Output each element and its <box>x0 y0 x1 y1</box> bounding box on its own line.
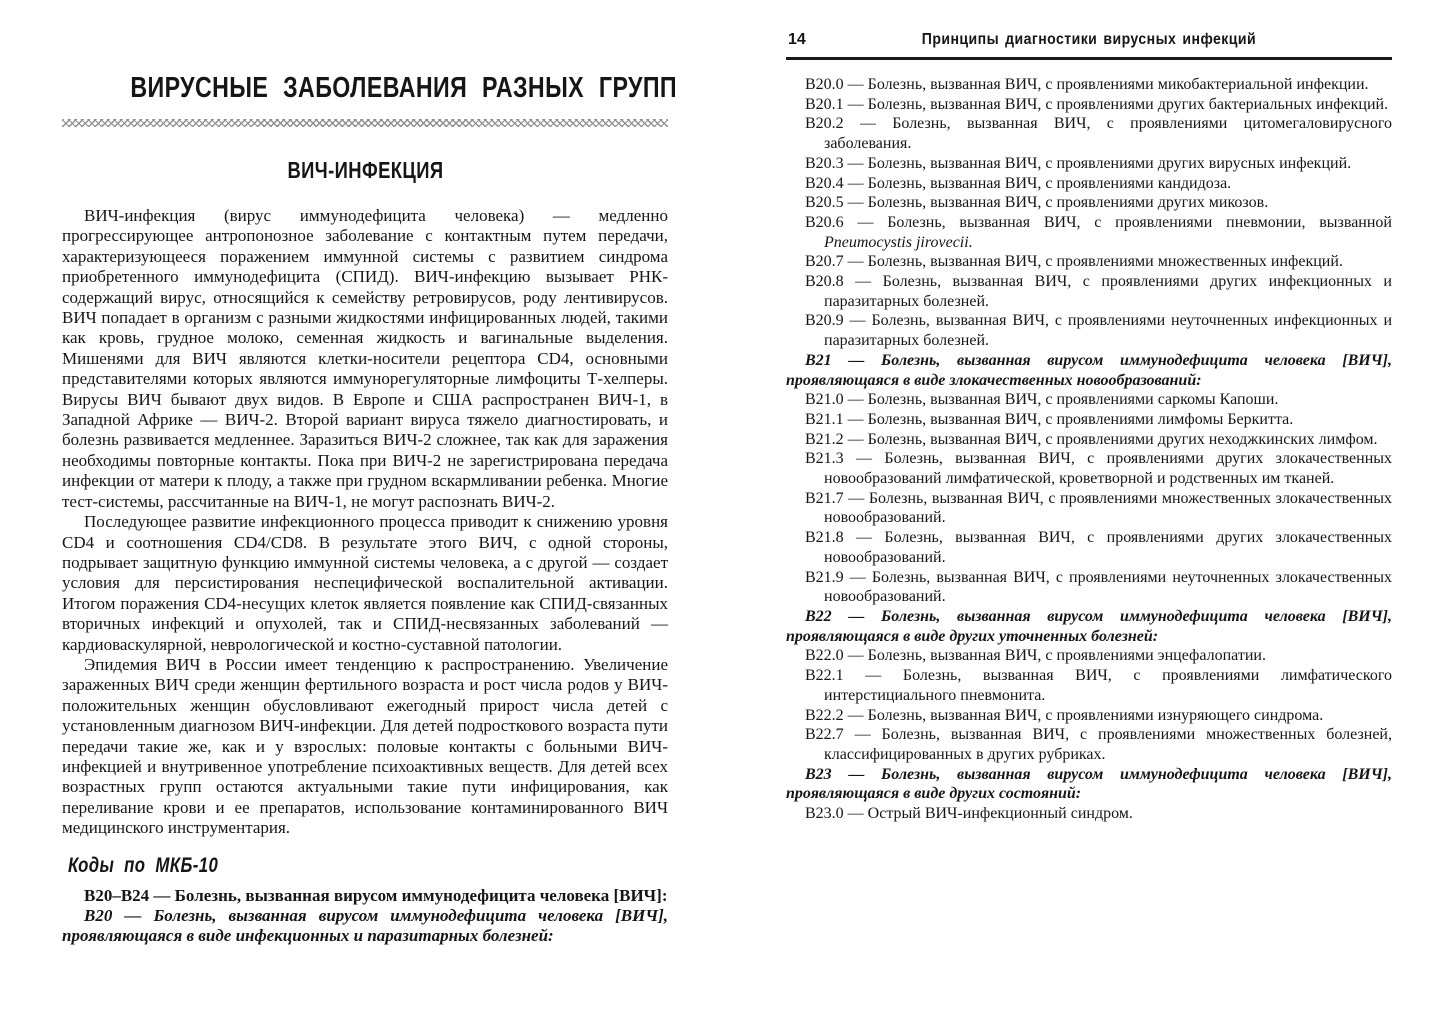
icd-b20-line: В20 — Болезнь, вызванная вирусом иммунодефицита человека [ВИЧ], проявляющаяся в виде инфекционных и паразитарных болезней: <box>62 906 668 946</box>
running-title <box>786 30 1392 50</box>
subsection-title-text: Коды по МКБ-10 <box>68 853 219 877</box>
icd-range-line: В20–В24 — Болезнь, вызванная вирусом иммунодефицита человека [ВИЧ]: <box>84 885 668 905</box>
icd-item-b20-8: В20.8 — Болезнь, вызванная ВИЧ, с проявлениями других инфекционных и паразитарных болезней. <box>805 273 1392 310</box>
icd-item-b22-2: В22.2 — Болезнь, вызванная ВИЧ, с проявлениями изнуряющего синдрома. <box>805 706 1324 724</box>
page-number: 14 <box>788 31 806 48</box>
icd-item-b21-3: В21.3 — Болезнь, вызванная ВИЧ, с проявлениями других злокачественных новообразований лимфатической, кроветворной и родственных им тканей. <box>805 450 1392 488</box>
icd-group-heading-b23: В23 — Болезнь, вызванная вирусом иммунодефицита человека [ВИЧ], проявляющаяся в виде других состояний: <box>786 765 1392 803</box>
icd-item-b21-9: В21.9 — Болезнь, вызванная ВИЧ, с проявлениями неуточненных злокачественных новообразований. <box>805 568 1392 606</box>
icd-item-b20-3: В20.3 — Болезнь, вызванная ВИЧ, с проявлениями других вирусных инфекций. <box>805 154 1352 172</box>
icd-item-b20-0: В20.0 — Болезнь, вызванная ВИЧ, с проявлениями микобактериальной инфекции. <box>805 76 1369 93</box>
body-paragraph-1: ВИЧ-инфекция (вирус иммунодефицита человека) — медленно прогрессирующее антропонозное заболевание с контактным путем передачи, характеризующееся поражением иммунной системы с развитием синдрома приобретенного иммунодефицита (СПИД). ВИЧ-инфекцию вызывает РНК-содержащий вирус, относящийся к семейству ретровирусов, роду лентивирусов. ВИЧ попадает в организм с разными жидкостями инфицированных людей, такими как кровь, грудное молоко, семенная жидкость и вагинальные выделения. Мишенями для ВИЧ являются клетки-носители рецептора CD4, основными представителями которых являются иммунорегуляторные лимфоциты Т-хелперы. Вирусы ВИЧ бывают двух видов. В Европе и США распространен ВИЧ-1, в Западной Африке — ВИЧ-2. Второй вариант вируса тяжело диагностировать, и болезнь развивается медленнее. Заразиться ВИЧ-2 сложнее, так как для заражения необходимы повторные контакты. Пока при ВИЧ-2 не зарегистрирована передача инфекции от матери к плоду, а также при грудном вскармливании ребенка. Многие тест-системы, рассчитанные на ВИЧ-1, не могут распознать ВИЧ-2. <box>62 206 668 511</box>
body-paragraph-3: Эпидемия ВИЧ в России имеет тенденцию к распространению. Увеличение зараженных ВИЧ среди женщин фертильного возраста и рост числа родов у ВИЧ-положительных женщин обусловливают ежегодный прирост числа детей с установленным диагнозом ВИЧ-инфекции. Для детей подросткового возраста пути передачи такие же, как и у взрослых: половые контакты с больными ВИЧ-инфекцией и внутривенное употребление психоактивных веществ. Для детей всех возрастных групп остаются актуальными такие пути инфицирования, как переливание крови и ее препаратов, использование контаминированного ВИЧ медицинского инструментария. <box>62 654 668 838</box>
icd-item-b22-1: В22.1 — Болезнь, вызванная ВИЧ, с проявлениями лимфатического интерстициального пневмонита. <box>805 667 1392 704</box>
icd-item-b21-8: В21.8 — Болезнь, вызванная ВИЧ, с проявлениями других злокачественных новообразований. <box>805 529 1392 566</box>
icd-item-b21-2: В21.2 — Болезнь, вызванная ВИЧ, с проявлениями других неходжкинских лимфом. <box>805 430 1378 448</box>
section-title <box>62 158 668 183</box>
left-page <box>62 72 678 947</box>
right-page <box>786 30 1392 824</box>
icd-item-b20-6-text: В20.6 — Болезнь, вызванная ВИЧ, с проявлениями пневмонии, вызванной <box>805 213 1392 231</box>
icd-item-b20-6 <box>786 213 1392 252</box>
running-header <box>786 30 1392 60</box>
icd-intro <box>62 886 668 947</box>
icd-item-b20-9: В20.9 — Болезнь, вызванная ВИЧ, с проявлениями неуточненных инфекционных и паразитарных болезней. <box>805 312 1392 350</box>
icd-item-b20-7: В20.7 — Болезнь, вызванная ВИЧ, с проявлениями множественных инфекций. <box>805 253 1343 271</box>
icd-item-b20-2: В20.2 — Болезнь, вызванная ВИЧ, с проявлениями цитомегаловирусного заболевания. <box>805 115 1392 153</box>
species-name-italic: Pneumocystis jirovecii. <box>824 233 973 251</box>
icd-item-b22-7: В22.7 — Болезнь, вызванная ВИЧ, с проявлениями множественных болезней, классифицированных в других рубриках. <box>805 726 1392 763</box>
chapter-title <box>62 72 678 104</box>
chapter-title-text: ВИРУСНЫЕ ЗАБОЛЕВАНИЯ РАЗНЫХ ГРУПП <box>130 72 678 104</box>
subsection-title <box>68 854 668 877</box>
icd-item-b22-0: В22.0 — Болезнь, вызванная ВИЧ, с проявлениями энцефалопатии. <box>805 647 1266 665</box>
icd-group-heading-b22: В22 — Болезнь, вызванная вирусом иммунодефицита человека [ВИЧ], проявляющаяся в виде других уточненных болезней: <box>786 607 1392 645</box>
body-paragraph-2: Последующее развитие инфекционного процесса приводит к снижению уровня CD4 и соотношения CD4/CD8. В результате этого ВИЧ, с одной стороны, подрывает защитную функцию иммунной системы человека, а с другой — создает условия для персистирования неспецифической воспалительной активации. Итогом поражения CD4-несущих клеток является появление как СПИД-связанных вторичных инфекций и опухолей, так и СПИД-несвязанных заболеваний — кардиоваскулярной, неврологической и костно-суставной патологии. <box>62 512 668 654</box>
icd-item-b23-0: В23.0 — Острый ВИЧ-инфекционный синдром. <box>805 805 1133 823</box>
icd-item-b21-0: В21.0 — Болезнь, вызванная ВИЧ, с проявлениями саркомы Капоши. <box>805 391 1279 409</box>
icd-item-b20-5: В20.5 — Болезнь, вызванная ВИЧ, с проявлениями других микозов. <box>805 194 1269 212</box>
icd-item-b20-1: В20.1 — Болезнь, вызванная ВИЧ, с проявлениями других бактериальных инфекций. <box>805 95 1389 113</box>
icd-code-list <box>786 75 1392 824</box>
icd-item-b21-7: В21.7 — Болезнь, вызванная ВИЧ, с проявлениями множественных злокачественных новообразований. <box>805 489 1392 527</box>
icd-item-b21-1: В21.1 — Болезнь, вызванная ВИЧ, с проявлениями лимфомы Беркитта. <box>805 410 1294 428</box>
running-title-text: Принципы диагностики вирусных инфекций <box>921 31 1257 48</box>
icd-item-b20-4: В20.4 — Болезнь, вызванная ВИЧ, с проявлениями кандидоза. <box>805 174 1232 192</box>
section-title-text: ВИЧ-ИНФЕКЦИЯ <box>286 157 443 183</box>
body-text <box>62 206 668 839</box>
icd-group-heading-b21: В21 — Болезнь, вызванная вирусом иммунодефицита человека [ВИЧ], проявляющаяся в виде злокачественных новообразований: <box>786 351 1392 389</box>
ornament-divider <box>62 119 668 127</box>
